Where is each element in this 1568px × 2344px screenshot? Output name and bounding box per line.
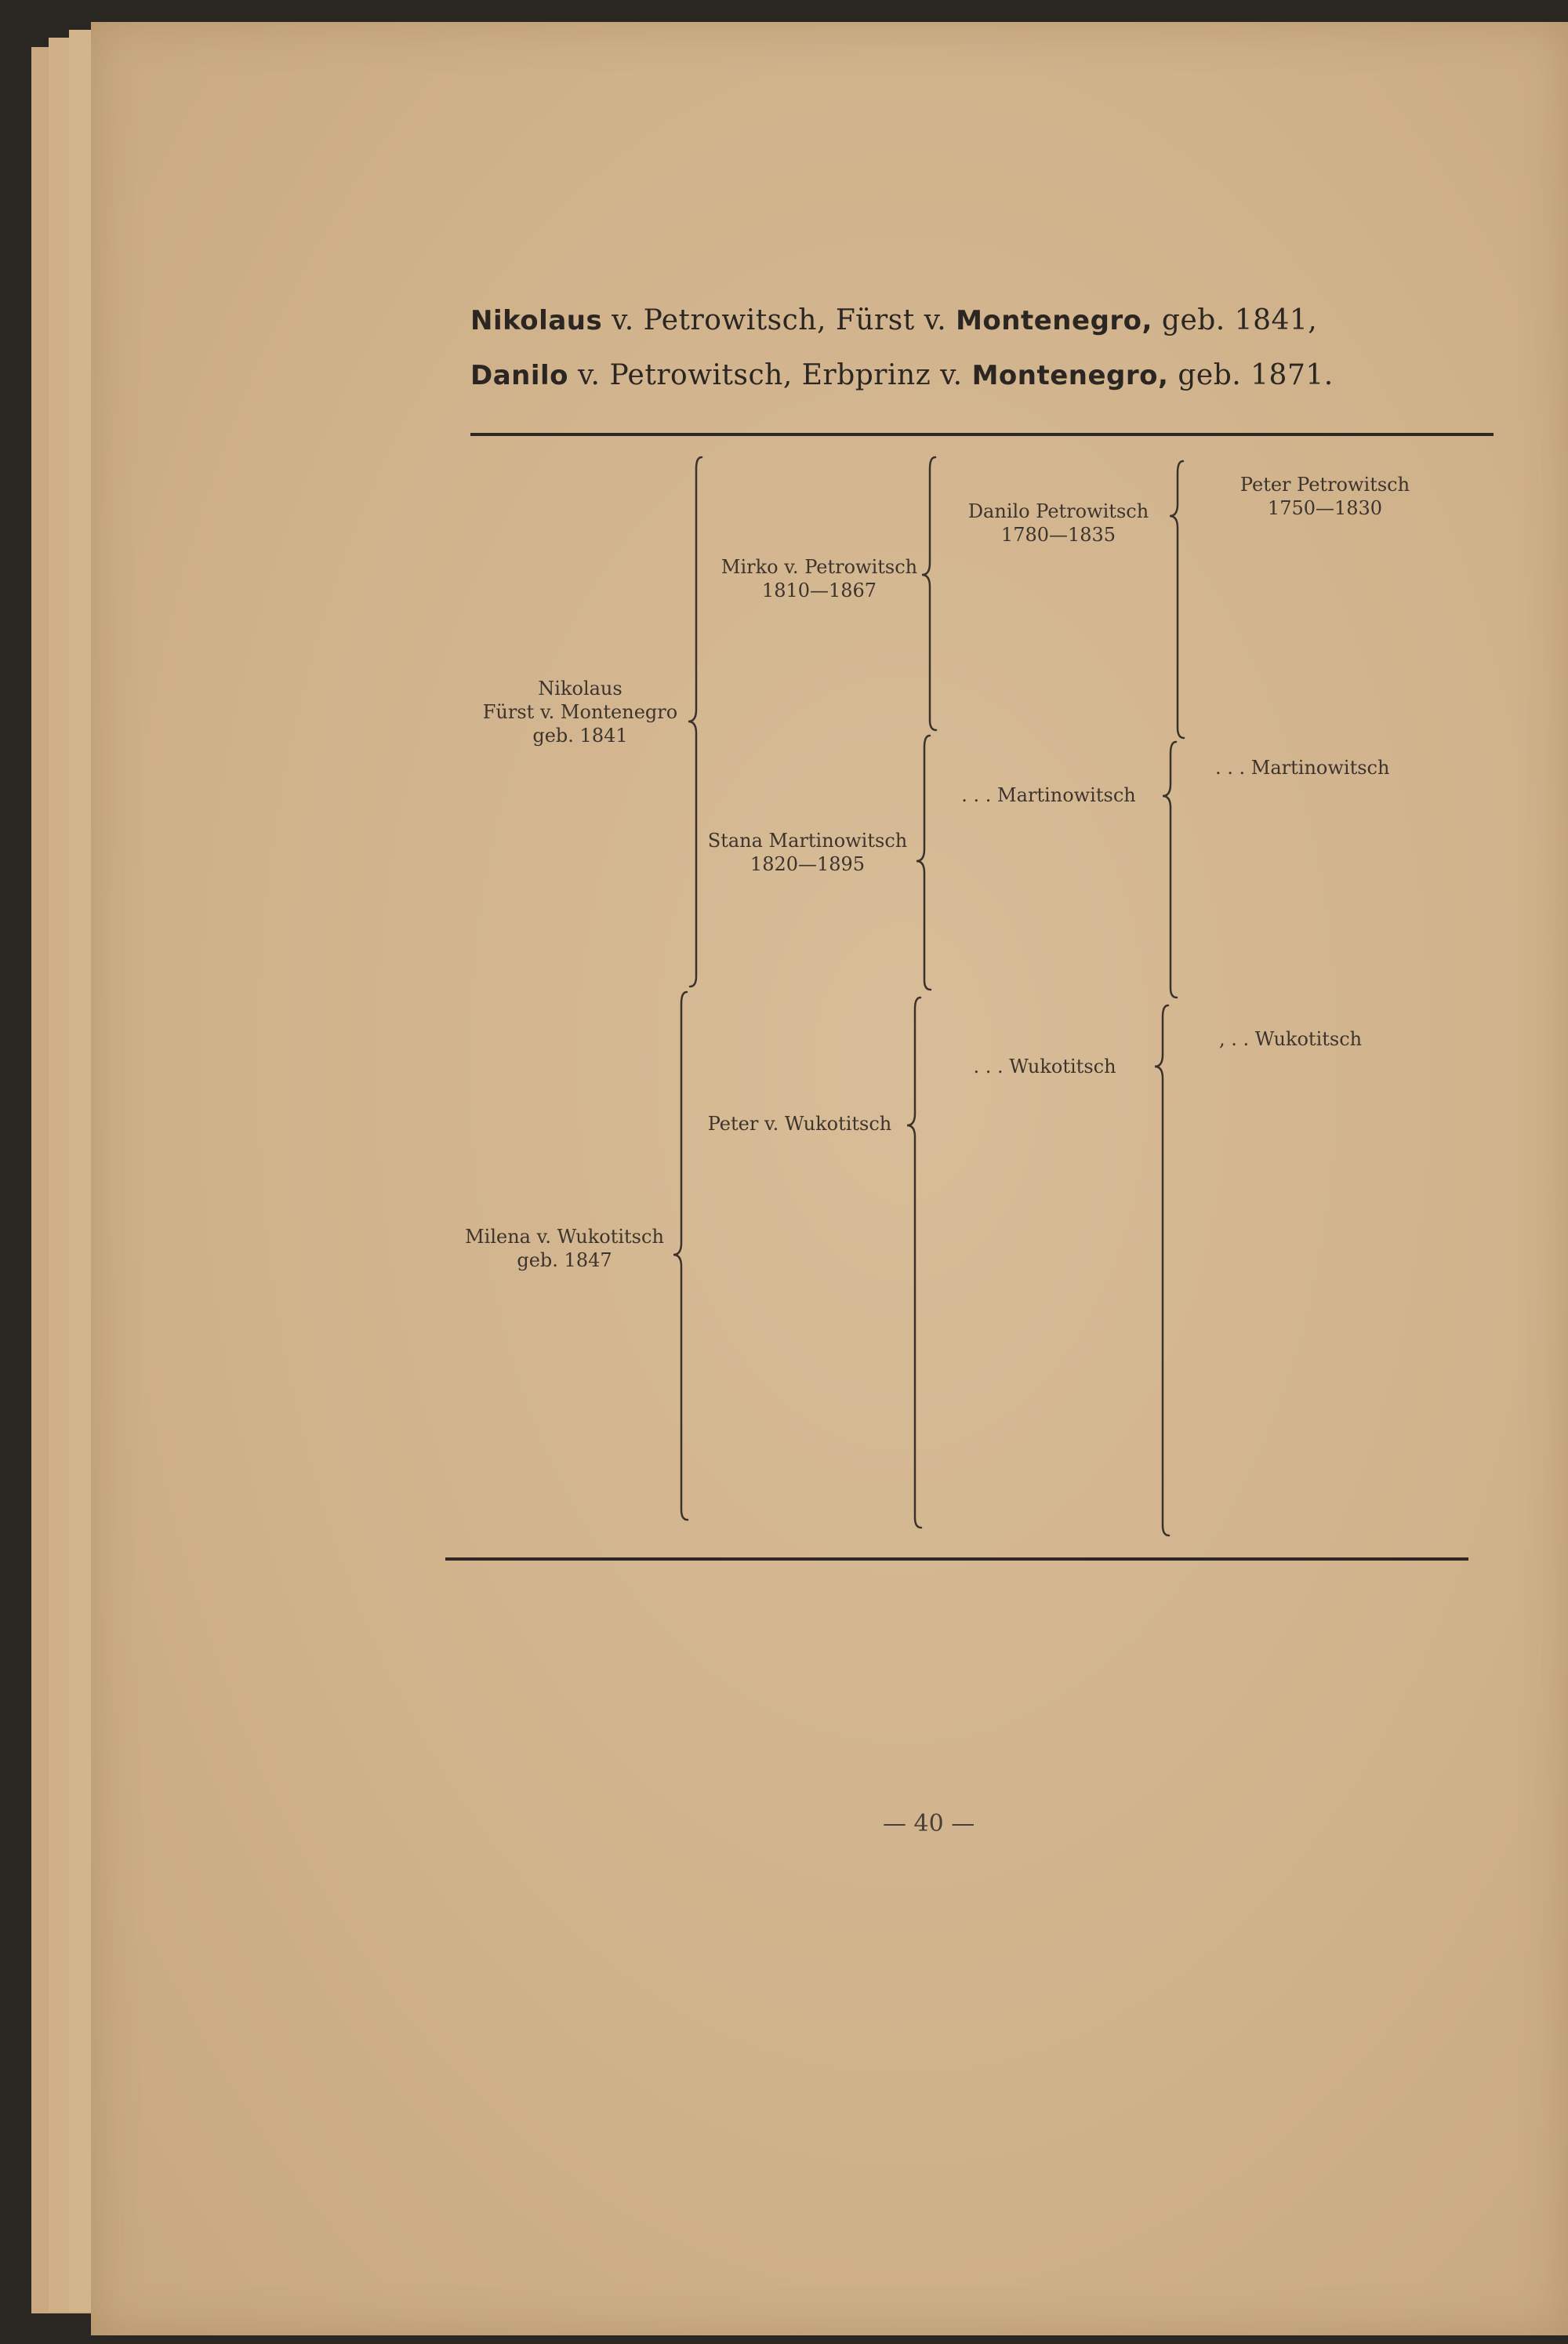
bracket-wukotitsch xyxy=(1155,1005,1169,1535)
person-name: Nikolaus xyxy=(538,678,622,700)
person-name: . . . Martinowitsch xyxy=(961,784,1136,806)
header-text: geb. 1871. xyxy=(1168,359,1334,391)
person-nikolaus xyxy=(463,677,698,747)
person-peter-wukotitsch xyxy=(690,1112,909,1136)
person-peter-petrowitsch xyxy=(1207,473,1443,520)
bracket-danilo xyxy=(1170,461,1184,738)
person-name: . . . Martinowitsch xyxy=(1215,757,1390,779)
person-stana xyxy=(694,829,921,876)
person-wukotitsch-4 xyxy=(1219,1027,1454,1051)
person-dates: 1810—1867 xyxy=(761,580,877,601)
person-name: . . . Wukotitsch xyxy=(973,1056,1116,1078)
header-name: Nikolaus xyxy=(470,305,603,336)
person-mirko xyxy=(702,555,937,602)
person-wukotitsch-3 xyxy=(937,1055,1152,1078)
person-dates: 1750—1830 xyxy=(1267,497,1383,519)
person-name: Peter v. Wukotitsch xyxy=(707,1113,892,1135)
person-dates: geb. 1841 xyxy=(532,725,628,747)
person-dates: 1780—1835 xyxy=(1000,524,1116,546)
bracket-peter-wukotitsch xyxy=(907,998,921,1528)
person-dates: 1820—1895 xyxy=(750,853,866,875)
header-text: geb. 1841, xyxy=(1152,304,1318,336)
person-name: Milena v. Wukotitsch xyxy=(465,1226,664,1248)
person-martinowitsch-3 xyxy=(937,783,1160,807)
person-title: Fürst v. Montenegro xyxy=(482,701,678,723)
person-milena xyxy=(439,1225,690,1272)
person-dates: geb. 1847 xyxy=(517,1249,612,1271)
page-number: — 40 — xyxy=(883,1810,975,1837)
header-name: Danilo xyxy=(470,360,569,391)
person-name: Danilo Petrowitsch xyxy=(967,500,1149,522)
person-name: Mirko v. Petrowitsch xyxy=(720,556,918,578)
person-name: Stana Martinowitsch xyxy=(707,830,908,852)
header-country: Montenegro, xyxy=(971,360,1169,391)
header-text: v. Petrowitsch, Erbprinz v. xyxy=(568,359,972,391)
person-danilo-petrowitsch xyxy=(949,500,1168,547)
person-name: , . . Wukotitsch xyxy=(1219,1028,1363,1050)
person-name: Peter Petrowitsch xyxy=(1240,474,1410,496)
bracket-martinowitsch xyxy=(1163,742,1177,998)
person-martinowitsch-4 xyxy=(1215,756,1450,780)
header-text: v. Petrowitsch, Fürst v. xyxy=(602,304,956,336)
header-country: Montenegro, xyxy=(956,305,1152,336)
